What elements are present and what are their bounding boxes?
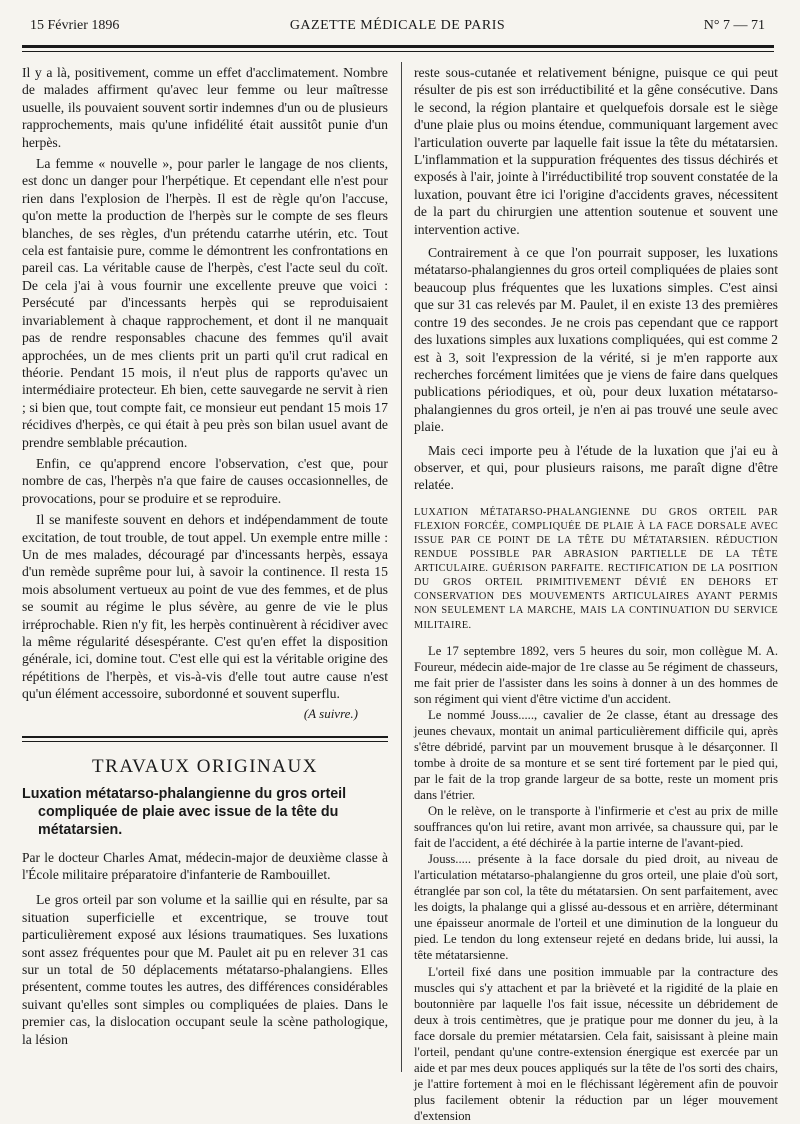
paragraph: Le gros orteil par son volume et la saillie qui en résulte, par sa situation superficielle et excentrique, se trouve tout particulièrement exposé aux lésions traumatiques. Ses luxations sont assez fréquentes pour que M. Paulet ait pu en relever 31 cas sur un total de 50 déplacements métatarso-phalangiens. Elles présentent, comme toutes les autres, des différences considérables suivant qu'elles sont simples ou compliquées de plaies. Dans le premier cas, la dislocation occupant seule la scène pathologique, la lésion [22,892,388,1047]
header-journal-title: GAZETTE MÉDICALE DE PARIS [289,18,506,33]
section-rule-thick [22,736,388,738]
article-byline: Par le docteur Charles Amat, médecin-major de deuxième classe à l'École militaire préparatoire d'infanterie de Rambouillet. [22,850,388,883]
to-be-continued-note: (A suivre.) [303,705,358,721]
running-header [30,14,765,36]
paragraph: Contrairement à ce que l'on pourrait supposer, les luxations métatarso-phalangiennes du gros orteil compliquées de plaies sont beaucoup plus fréquentes que les luxations simples. C'est ainsi que sur 31 cas relevés par M. Paulet, il en existe 13 des premières contre 19 des secondes. Je ne crois pas cependant que ce rapport des luxations simples aux luxations compliquées, qui est comme 2 est à 3, soit l'expression de la vérité, si je m'en rapporte aux recherches forcément limitées que je viens de faire dans quelques publications périodiques, et où, pour deux luxation métatarso-phalangiennes du gros orteil, je n'en ai pas trouvé une seule avec plaie. [414,245,778,435]
paragraph: Il se manifeste souvent en dehors et indépendamment de toute excitation, de tout trouble, de tout appel. Un exemple entre mille : Un de mes malades, découragé par d'incessants herpès, essaya d'un remède suprême pour lui, à savoir la continence. Il resta 15 mois absolument vertueux au point de vue des femmes, et de plus se soumit au régime le plus sévère, au genre de vie le plus irréprochable. Rien n'y fit, les herpès continuèrent à récidiver avec la même régularité désespérante. C'est qu'en effet la disposition générale, ici, domine tout. C'est elle qui est la véritable origine des répétitions de l'herpès, et vis-à-vis d'elle tout autre cause n'est qu'un élément accessoire, subordonné et souvent superflu. [22,512,388,702]
header-rule-thick [22,45,774,48]
paragraph: Jouss..... présente à la face dorsale du pied droit, au niveau de l'articulation métatarso-phalangienne du gros orteil, une plaie d'où sort, étranglée par son col, la tête du métatarsien. On sent parfaitement, avec les doigts, la phalange qui a glissé au-dessous et en arrière, déterminant une épaisseur anormale de l'orteil et une diminution de la longueur du pied. Le tendon du long extenseur rejeté en dedans bride, lui aussi, la tête métatarsienne. [414,852,778,963]
header-date: 15 Février 1896 [30,18,120,33]
column-separator [401,62,402,1072]
header-issue-page: N° 7 — 71 [703,18,765,33]
paragraph: Il y a là, positivement, comme un effet d'acclimatement. Nombre de malades affirment qu'avec leur femme ou leur maîtresse usuelle, ils pouvaient souvent sortir indemnes d'un ou de plusieurs rapprochements, mais qu'une infidélité était aussitôt punie d'un herpès. [22,65,388,150]
section-title: TRAVAUX ORIGINAUX [92,756,318,778]
paragraph: Le 17 septembre 1892, vers 5 heures du soir, mon collègue M. A. Foureur, médecin aide-major de 1re classe au 5e régiment de chasseurs, me fait prier de l'assister dans les soins à donner à un des hommes de son régiment qui vient d'être victime d'un accident. [414,643,778,706]
case-heading: LUXATION MÉTATARSO-PHALANGIENNE DU GROS ORTEIL PAR FLEXION FORCÉE, COMPLIQUÉE DE PLAIE À LA FACE DORSALE AVEC ISSUE PAR CE POINT DE LA TÊTE DU MÉTATARSIEN. RÉDUCTION RENDUE POSSIBLE PAR ABRASION PARTIELLE DE LA TÊTE ARTICULAIRE. GUÉRISON PARFAITE. RECTIFICATION DE LA POSITION DU GROS ORTEIL PRIMITIVEMENT DÉVIÉ EN DEHORS ET CONSERVATION DES MOUVEMENTS ARTICULAIRES AYANT PERMIS NON SEULEMENT LA MARCHE, MAIS LA CONTINUATION DU SERVICE MILITAIRE. [414,506,778,631]
paragraph: reste sous-cutanée et relativement bénigne, puisque ce qui peut résulter de pis est son irréductibilité et la gêne consécutive. Dans le second, la région plantaire et quelquefois dorsale est le siège d'une plaie plus ou moins étendue, communiquant largement avec l'articulation ouverte par laquelle fait issue la tête du métatarsien. L'inflammation et la suppuration fréquentes des tissus déchirés et exposés à l'air, jointe à l'irréductibilité trop souvent constatée de la luxation, pouvant être ici l'origine d'accidents graves, nécessitent de la part du chirurgien une attention soutenue et souvent une intervention active. [414,65,778,237]
paragraph: On le relève, on le transporte à l'infirmerie et c'est au prix de mille souffrances qu'on lui retire, avant mon arrivée, sa chaussure qui, par le fait de l'accident, a été déchirée à la partie interne de l'avant-pied. [414,804,778,851]
section-rule-thin [22,741,388,742]
case-report [414,643,778,1124]
left-column [22,64,388,1048]
header-rule-thin [22,51,774,52]
right-column [414,64,778,1124]
article-title: Luxation métatarso-phalangienne du gros orteil compliquée de plaie avec issue de la tête du métatarsien. [22,786,347,839]
paragraph: L'orteil fixé dans une position immuable par la contracture des muscles qui s'y attachent et par la brièveté et la rigidité de la plaie en boutonnière par laquelle l'os fait issue, nécessite un débridement de deux à trois centimètres, que je pratique pour me donner du jeu, à la face dorsale du premier métatarsien. Cela fait, saisissant à pleine main l'orteil, pendant qu'une contre-extension énergique est exercée par un aide et par mes deux pouces appliqués sur la tête de l'os sorti des chairs, je l'attire fortement à moi en le fléchissant légèrement afin de pouvoir plus facilement obtenir la réduction par un léger mouvement d'extension [414,964,778,1123]
paragraph: Enfin, ce qu'apprend encore l'observation, c'est que, pour nombre de cas, l'herpès n'a que faire de causes occasionnelles, de provocations, pour se produire et se reproduire. [22,455,388,506]
paragraph: La femme « nouvelle », pour parler le langage de nos clients, est donc un danger pour l'herpétique. Et cependant elle n'est pour rien dans l'explosion de l'herpès. Il est de règle qu'on l'accuse, qu'on mette la production de l'herpès sur le compte de ses fleurs blanches, de ses règles, d'un prétendu catarrhe utérin, etc. Tout cela est fantaisie pure, comme le démontrent les confrontations en pareil cas. La véritable cause de l'herpès, c'est l'acte seul du coït. De cela j'ai à vous fournir une excellente preuve que voici : Persécuté par d'incessants herpès qui se reproduisaient invariablement à chaque rapprochement, et dont il ne manquait pas de rendre responsables chacune des femmes qu'il avait approchées, un de mes clients prit un parti qu'il crut radical en théorie. Pendant 15 mois, il n'eut plus de rapports qu'avec un intermédiaire protecteur. Eh bien, cette sauvegarde ne servit à rien ; si bien que, tout compte fait, ce monsieur eut pendant 15 mois 17 récidives d'herpès, ce qui était à peu près son bilan usuel avant de prendre semblable précaution. [22,156,388,450]
paragraph: Le nommé Jouss....., cavalier de 2e classe, étant au dressage des jeunes chevaux, montait un animal particulièrement difficile qui, après s'être débridé, parvint par un mouvement brusque à le désarçonner. Il tombe à droite de sa monture et se sent tiré fortement par le pied qui, par le fait de la trop grande largeur de sa botte, reste un moment pris dans l'étrier. [414,707,778,803]
paragraph: Mais ceci importe peu à l'étude de la luxation que j'ai eu à observer, et qui, pour plusieurs raisons, me paraît digne d'être relatée. [414,442,778,493]
